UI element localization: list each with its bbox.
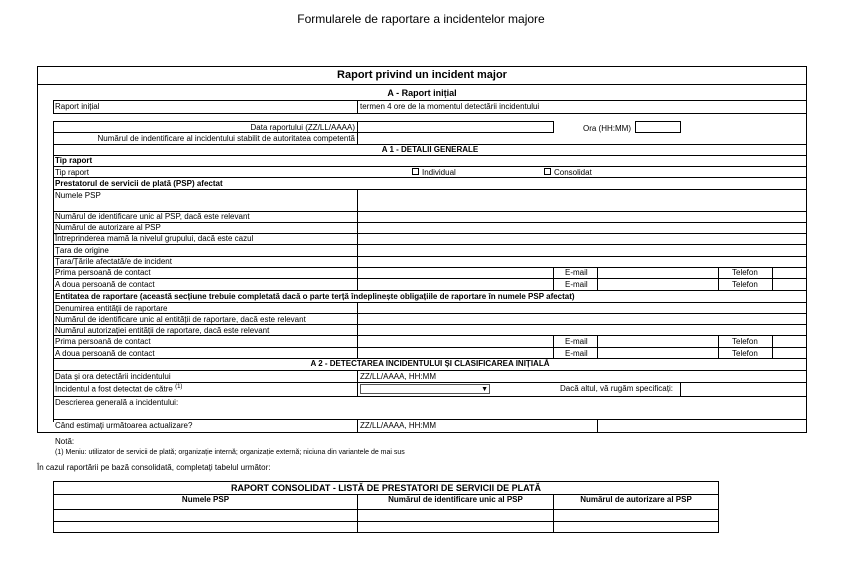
entity-name-label: Denumirea entității de raportare [55, 304, 168, 313]
next-update-field[interactable]: ZZ/LL/AAAA, HH:MM [360, 421, 437, 430]
chevron-down-icon: ▼ [481, 386, 488, 393]
psp-contact1-phone-label: Telefon [732, 268, 758, 277]
individual-checkbox[interactable] [412, 168, 419, 175]
entity-contact2-phone-label: Telefon [732, 349, 758, 358]
initial-report-label: Raport inițial [55, 102, 100, 111]
entity-authorization-field[interactable] [358, 325, 806, 335]
entity-contact2-email-label: E-mail [565, 349, 588, 358]
entity-id-label: Numărul de identificare unic al entității de raportare, dacă este relevant [55, 315, 306, 324]
consolidated-row2-name-cell[interactable] [54, 522, 357, 532]
affected-countries-label: Țara/Țările afectată/e de incident [55, 257, 172, 266]
origin-country-field[interactable] [358, 245, 806, 255]
detected-by-select[interactable] [360, 384, 490, 394]
report-date-label: Data raportului (ZZ/LL/AAAA) [250, 123, 355, 132]
column-header-psp-authorization: Numărul de autorizare al PSP [580, 495, 692, 504]
footnote-marker: (1) [175, 384, 183, 390]
consolidat-checkbox[interactable] [544, 168, 551, 175]
psp-name-label: Numele PSP [55, 191, 101, 200]
document-title: Formularele de raportare a incidentelor majore [297, 12, 545, 26]
time-field[interactable] [635, 121, 681, 133]
psp-authorization-field[interactable] [358, 223, 806, 233]
affected-countries-field[interactable] [358, 257, 806, 267]
detection-date-field[interactable]: ZZ/LL/AAAA, HH:MM [360, 372, 437, 381]
authority-id-field[interactable] [358, 133, 806, 144]
psp-authorization-label: Numărul de autorizare al PSP [55, 223, 161, 232]
report-date-field[interactable] [358, 122, 553, 132]
psp-id-label: Numărul de identificare unic al PSP, dacă este relevant [55, 212, 250, 221]
column-header-psp-id: Numărul de identificare unic al PSP [388, 495, 523, 504]
notes-title: Notă: [55, 437, 75, 446]
report-type-label: Tip raport [55, 168, 89, 177]
a1-title: A 1 - DETALII GENERALE [381, 145, 479, 154]
time-label: Ora (HH:MM) [583, 124, 631, 133]
psp-name-field[interactable] [358, 190, 806, 210]
psp-id-field[interactable] [358, 212, 806, 222]
note-1: (1) Meniu: utilizator de servicii de plată; organizație internă; organizație externă; niciuna din variantele de mai sus [55, 449, 405, 456]
entity-name-field[interactable] [358, 303, 806, 313]
report-type-header: Tip raport [55, 156, 93, 165]
psp-contact2-email-label: E-mail [565, 280, 588, 289]
entity-authorization-label: Numărul autorizației entității de raportare, dacă este relevant [55, 326, 270, 335]
other-specify-field[interactable] [681, 383, 806, 395]
parent-company-field[interactable] [358, 234, 806, 244]
consolidated-row2-id-cell[interactable] [358, 522, 553, 532]
description-label: Descrierea generală a incidentului: [55, 398, 179, 407]
psp-contact1-email-field[interactable] [598, 268, 718, 278]
consolidat-option-label: Consolidat [554, 168, 592, 177]
origin-country-label: Țara de origine [55, 246, 109, 255]
detection-date-label: Data și ora detectării incidentului [55, 372, 171, 381]
entity-contact1-email-label: E-mail [565, 337, 588, 346]
entity-id-field[interactable] [358, 314, 806, 324]
a2-title: A 2 - DETECTAREA INCIDENTULUI ȘI CLASIFICAREA INIȚIALĂ [310, 359, 550, 368]
consolidated-row1-name-cell[interactable] [54, 510, 357, 521]
next-update-label: Când estimați următoarea actualizare? [55, 421, 193, 430]
description-field[interactable] [55, 408, 805, 418]
psp-section-header: Prestatorul de servicii de plată (PSP) afectat [55, 179, 223, 188]
psp-contact1-label: Prima persoană de contact [55, 268, 151, 277]
psp-contact1-email-label: E-mail [565, 268, 588, 277]
consolidated-row1-auth-cell[interactable] [554, 510, 718, 521]
entity-contact1-email-field[interactable] [598, 336, 718, 346]
column-header-psp-name: Numele PSP [181, 495, 230, 504]
psp-contact2-email-field[interactable] [598, 279, 718, 289]
form-title: Raport privind un incident major [337, 69, 507, 81]
individual-option-label: Individual [422, 168, 456, 177]
psp-contact2-label: A doua persoană de contact [55, 280, 155, 289]
other-specify-label: Dacă altul, vă rugăm specificați: [560, 384, 673, 393]
entity-contact2-label: A doua persoană de contact [55, 349, 155, 358]
consolidated-row1-id-cell[interactable] [358, 510, 553, 521]
entity-contact1-phone-label: Telefon [732, 337, 758, 346]
entity-contact1-label: Prima persoană de contact [55, 337, 151, 346]
section-a-title: A - Raport inițial [387, 88, 457, 98]
detected-by-label: Incidentul a fost detectat de către $^{(1)}$ [55, 384, 183, 394]
consolidated-intro: În cazul raportării pe bază consolidată, completați tabelul următor: [37, 463, 271, 472]
entity-contact2-email-field[interactable] [598, 348, 718, 358]
authority-id-label: Numărul de indentificare al incidentului stabilit de autoritatea competentă [97, 134, 355, 143]
consolidated-title: RAPORT CONSOLIDAT - LISTĂ DE PRESTATORI DE SERVICII DE PLATĂ [230, 483, 542, 493]
parent-company-label: Întreprinderea mamă la nivelul grupului, dacă este cazul [55, 234, 254, 243]
consolidated-row2-auth-cell[interactable] [554, 522, 718, 532]
reporting-entity-header: Entitatea de raportare (această secțiune trebuie completată dacă o parte terță îndeplinește obligațiile de raportare în numele PSP afectat) [55, 292, 575, 301]
initial-report-deadline: termen 4 ore de la momentul detectării incidentului [360, 102, 540, 111]
psp-contact2-phone-label: Telefon [732, 280, 758, 289]
